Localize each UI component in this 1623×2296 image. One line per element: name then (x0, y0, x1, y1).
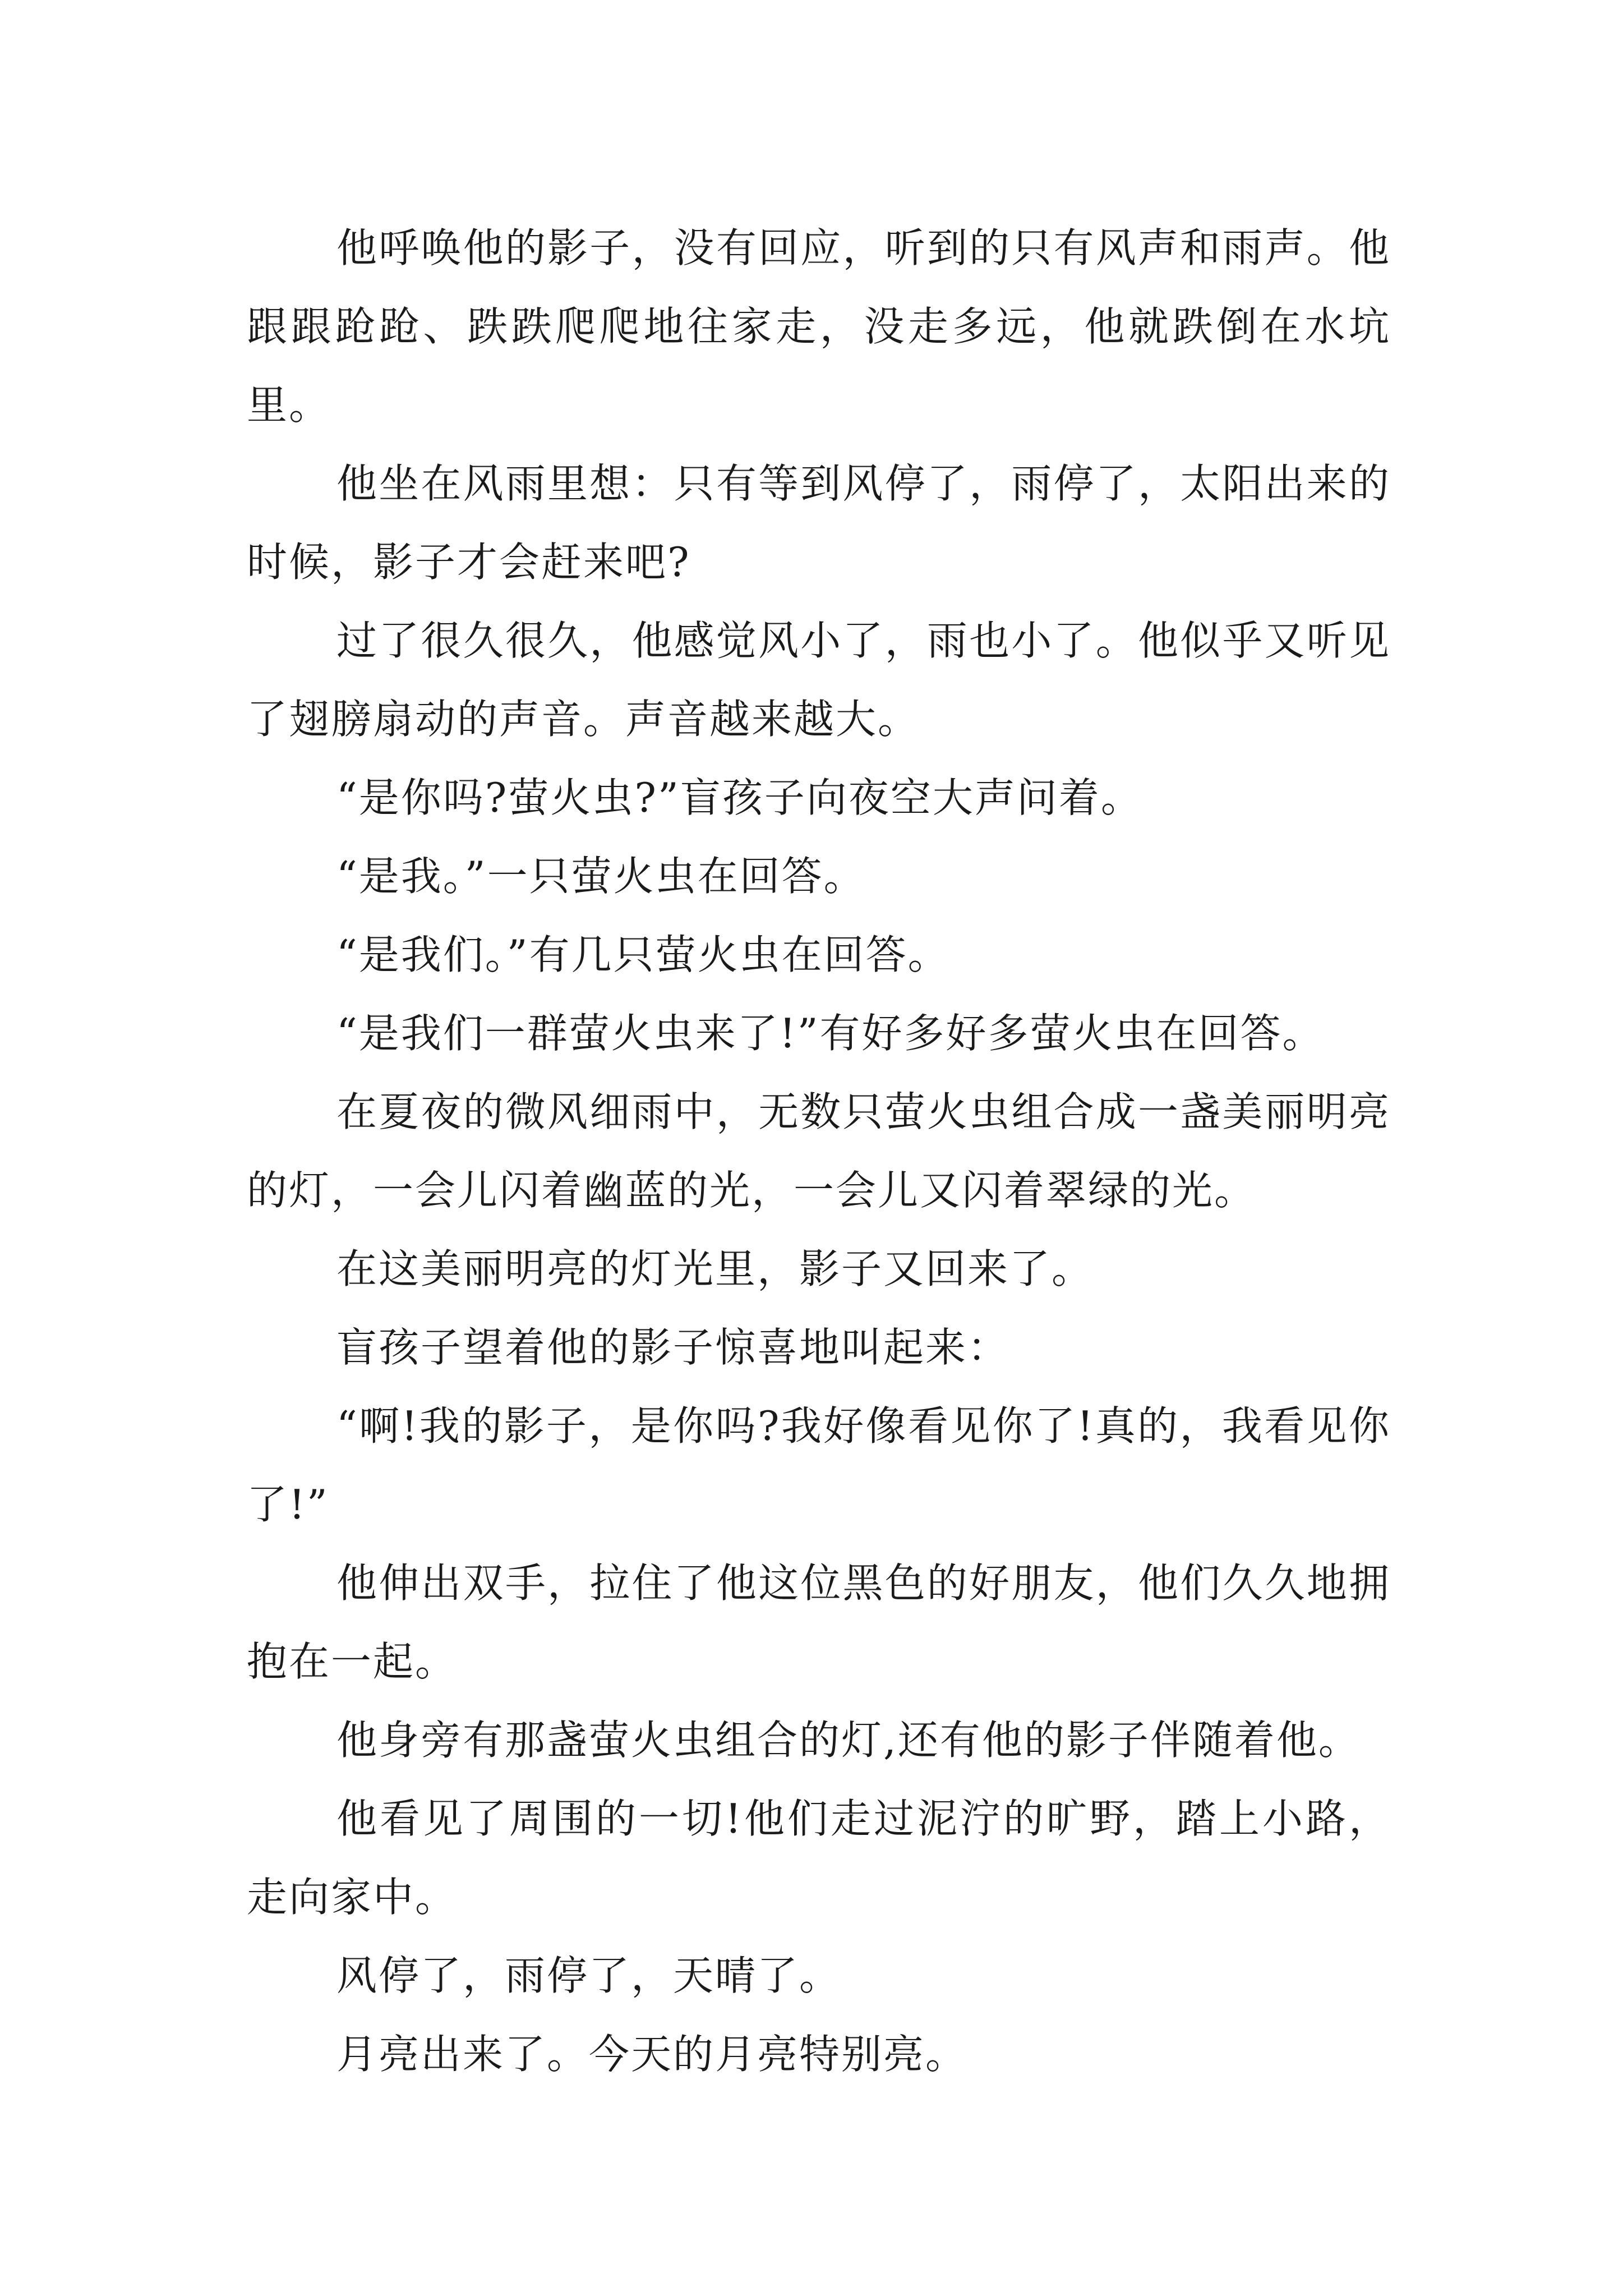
paragraph: 他伸出双手，拉住了他这位黑色的好朋友，他们久久地拥抱在一起。 (247, 1559, 1391, 1685)
paragraph: 他坐在风雨里想：只有等到风停了，雨停了，太阳出来的时候，影子才会赶来吧? (247, 460, 1391, 586)
paragraph: 他身旁有那盏萤火虫组合的灯,还有他的影子伴随着他。 (336, 1717, 1361, 1764)
paragraph: 在夏夜的微风细雨中，无数只萤火虫组合成一盏美丽明亮的灯，一会儿闪着幽蓝的光，一会儿又闪着翠绿的光。 (247, 1088, 1391, 1214)
paragraph: “是我们。”有几只萤火虫在回答。 (336, 931, 950, 978)
paragraph: 过了很久很久，他感觉风小了，雨也小了。他似乎又听见了翅膀扇动的声音。声音越来越大。 (247, 617, 1391, 743)
paragraph: “是我们一群萤火虫来了!”有好多好多萤火虫在回答。 (336, 1010, 1325, 1057)
paragraph: 盲孩子望着他的影子惊喜地叫起来： (336, 1324, 1010, 1371)
document-body (247, 209, 1391, 2093)
paragraph: 他看见了周围的一切!他们走过泥泞的旷野，踏上小路，走向家中。 (247, 1795, 1391, 1921)
paragraph: 在这美丽明亮的灯光里，影子又回来了。 (336, 1245, 1094, 1292)
paragraph: “是我。”一只萤火虫在回答。 (336, 853, 866, 900)
paragraph: “啊!我的影子，是你吗?我好像看见你了!真的，我看见你了!” (247, 1402, 1391, 1528)
paragraph: 风停了，雨停了，天晴了。 (336, 1952, 842, 1999)
paragraph: “是你吗?萤火虫?”盲孩子向夜空大声问着。 (336, 774, 1143, 821)
paragraph: 他呼唤他的影子，没有回应，听到的只有风声和雨声。他跟跟跄跄、跌跌爬爬地往家走，没走多远，他就跌倒在水坑里。 (247, 224, 1391, 429)
paragraph: 月亮出来了。今天的月亮特别亮。 (336, 2031, 968, 2078)
